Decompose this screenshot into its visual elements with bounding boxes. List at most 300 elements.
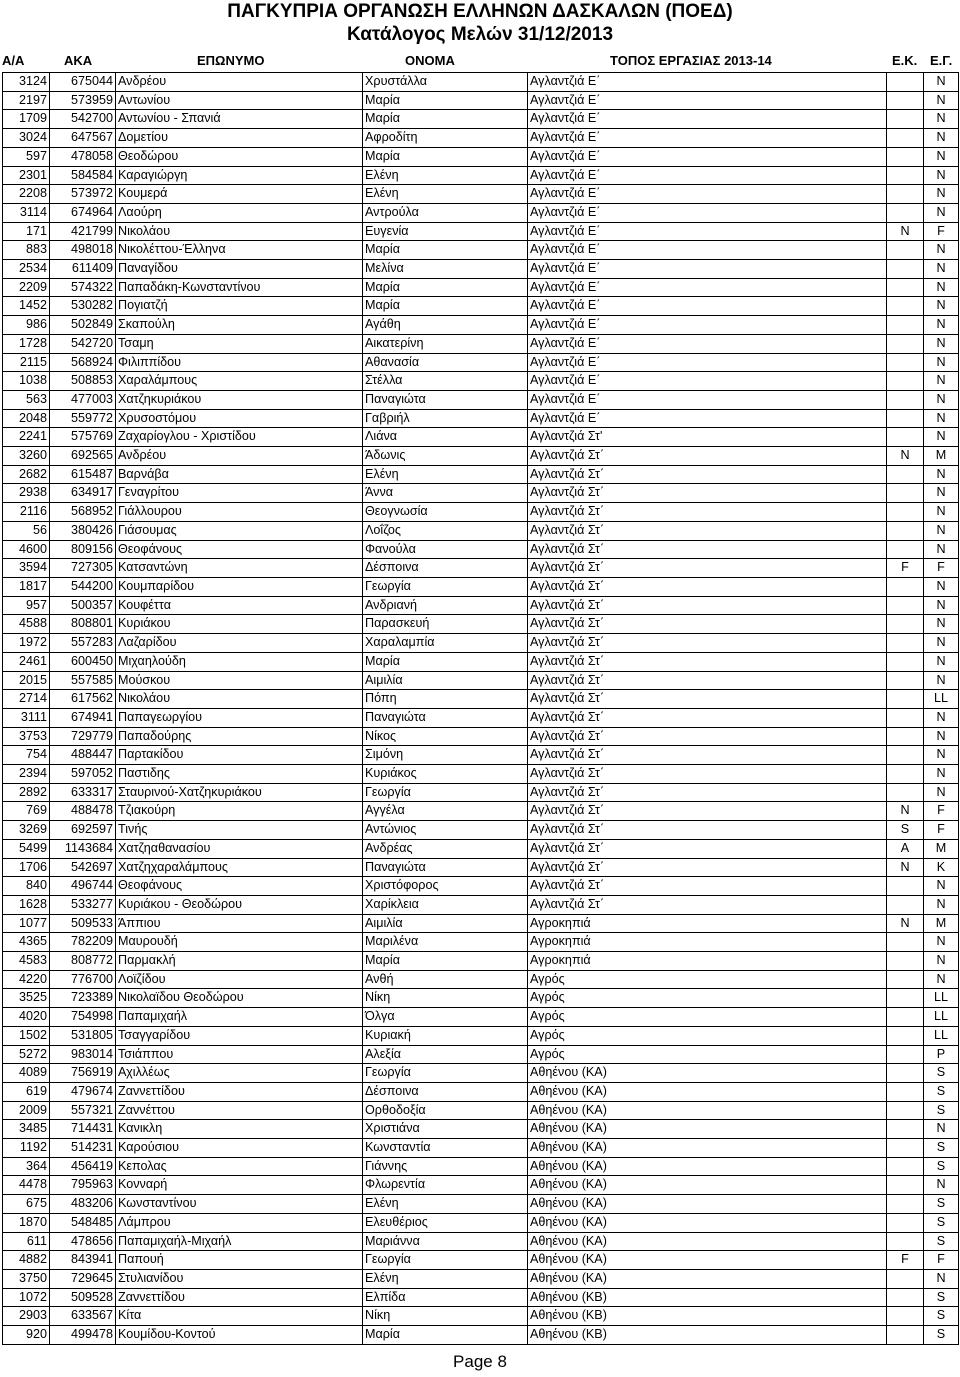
cell-surname: Τσαγγαρίδου [116, 1026, 363, 1045]
cell-workplace: Αγλαντζιά Ε΄ [528, 241, 887, 260]
cell-surname: Γιάλλουρου [116, 503, 363, 522]
cell-ek [887, 241, 924, 260]
table-row [3, 73, 959, 92]
cell-name: Ελένη [363, 1270, 528, 1289]
cell-eg: S [924, 1064, 959, 1083]
table-row [3, 203, 959, 222]
cell-aa: 1709 [3, 110, 50, 129]
cell-aka: 557585 [50, 671, 116, 690]
cell-name: Ανδριανή [363, 596, 528, 615]
cell-name: Παναγιώτα [363, 708, 528, 727]
cell-workplace: Αθηένου (ΚΑ) [528, 1232, 887, 1251]
cell-surname: Παπαγεωργίου [116, 708, 363, 727]
cell-workplace: Αθηένου (ΚΑ) [528, 1064, 887, 1083]
table-row [3, 877, 959, 896]
cell-eg: LL [924, 690, 959, 709]
cell-ek [887, 1045, 924, 1064]
cell-surname: Αντωνίου [116, 91, 363, 110]
cell-eg: S [924, 1157, 959, 1176]
cell-surname: Κανικλη [116, 1120, 363, 1139]
column-header-aka: ΑΚΑ [64, 53, 93, 68]
cell-aa: 1972 [3, 634, 50, 653]
table-row [3, 1026, 959, 1045]
cell-eg: S [924, 1288, 959, 1307]
cell-eg: N [924, 278, 959, 297]
cell-aka: 380426 [50, 521, 116, 540]
cell-ek [887, 1270, 924, 1289]
cell-workplace: Αγλαντζιά Ε΄ [528, 166, 887, 185]
cell-eg: M [924, 839, 959, 858]
cell-eg: N [924, 746, 959, 765]
cell-ek [887, 260, 924, 279]
cell-ek [887, 316, 924, 335]
cell-workplace: Αθηένου (ΚΑ) [528, 1101, 887, 1120]
cell-surname: Νικολέττου-Έλληνα [116, 241, 363, 260]
cell-name: Νίκος [363, 727, 528, 746]
cell-aa: 1038 [3, 372, 50, 391]
cell-ek [887, 465, 924, 484]
cell-aa: 1728 [3, 334, 50, 353]
table-row [3, 577, 959, 596]
cell-aka: 568924 [50, 353, 116, 372]
cell-surname: Λοϊζίδου [116, 970, 363, 989]
cell-aa: 1192 [3, 1139, 50, 1158]
table-row [3, 1270, 959, 1289]
cell-surname: Καραγιώργη [116, 166, 363, 185]
table-row [3, 1176, 959, 1195]
table-row [3, 278, 959, 297]
cell-workplace: Αγλαντζιά Στ΄ [528, 521, 887, 540]
cell-ek [887, 353, 924, 372]
cell-surname: Κίτα [116, 1307, 363, 1326]
cell-name: Φλωρεντία [363, 1176, 528, 1195]
cell-name: Νίκη [363, 1307, 528, 1326]
cell-aka: 584584 [50, 166, 116, 185]
cell-name: Χριστόφορος [363, 877, 528, 896]
cell-workplace: Αγλαντζιά Στ΄ [528, 690, 887, 709]
cell-name: Ελευθέριος [363, 1213, 528, 1232]
cell-surname: Τσαμη [116, 334, 363, 353]
cell-surname: Παπαδούρης [116, 727, 363, 746]
table-row [3, 708, 959, 727]
cell-workplace: Αγροκηπιά [528, 933, 887, 952]
cell-aa: 3269 [3, 821, 50, 840]
cell-aka: 983014 [50, 1045, 116, 1064]
cell-ek [887, 278, 924, 297]
members-table-body [3, 73, 959, 1345]
cell-aa: 1706 [3, 858, 50, 877]
cell-aka: 477003 [50, 390, 116, 409]
cell-workplace: Αγλαντζιά Στ΄ [528, 447, 887, 466]
cell-name: Αικατερίνη [363, 334, 528, 353]
cell-eg: S [924, 1082, 959, 1101]
cell-name: Μαρία [363, 241, 528, 260]
cell-workplace: Αγλαντζιά Ε΄ [528, 353, 887, 372]
cell-workplace: Αγρός [528, 989, 887, 1008]
cell-name: Παναγιώτα [363, 390, 528, 409]
cell-eg: N [924, 129, 959, 148]
cell-ek [887, 428, 924, 447]
cell-eg: S [924, 1326, 959, 1345]
cell-surname: Σκαπούλη [116, 316, 363, 335]
members-table [2, 72, 959, 1345]
cell-workplace: Αγλαντζιά Ε΄ [528, 222, 887, 241]
cell-workplace: Αγλαντζιά Στ΄ [528, 765, 887, 784]
cell-ek [887, 521, 924, 540]
cell-ek [887, 185, 924, 204]
cell-workplace: Αγρός [528, 1026, 887, 1045]
cell-surname: Παπαδάκη-Κωνσταντίνου [116, 278, 363, 297]
cell-ek [887, 1008, 924, 1027]
cell-aa: 4588 [3, 615, 50, 634]
cell-name: Ελπίδα [363, 1288, 528, 1307]
cell-aka: 514231 [50, 1139, 116, 1158]
table-row [3, 1120, 959, 1139]
cell-workplace: Αθηένου (ΚΑ) [528, 1082, 887, 1101]
cell-eg: N [924, 353, 959, 372]
cell-aa: 2903 [3, 1307, 50, 1326]
cell-ek [887, 690, 924, 709]
cell-aka: 843941 [50, 1251, 116, 1270]
table-row [3, 1064, 959, 1083]
column-header-surname: ΕΠΩΝΥΜΟ [197, 53, 265, 68]
cell-surname: Ανδρέου [116, 73, 363, 92]
column-header-name: ΟΝΟΜΑ [405, 53, 455, 68]
cell-eg: N [924, 334, 959, 353]
cell-name: Χρυστάλλα [363, 73, 528, 92]
cell-name: Γεωργία [363, 1064, 528, 1083]
table-row [3, 783, 959, 802]
cell-ek [887, 297, 924, 316]
cell-aka: 573959 [50, 91, 116, 110]
cell-aka: 531805 [50, 1026, 116, 1045]
cell-name: Άννα [363, 484, 528, 503]
table-row [3, 690, 959, 709]
cell-aka: 568952 [50, 503, 116, 522]
table-row [3, 821, 959, 840]
cell-aka: 478656 [50, 1232, 116, 1251]
cell-ek [887, 110, 924, 129]
table-row [3, 540, 959, 559]
cell-surname: Νικολάου [116, 690, 363, 709]
cell-surname: Κωνσταντίνου [116, 1195, 363, 1214]
cell-name: Αφροδίτη [363, 129, 528, 148]
cell-surname: Τσιάππου [116, 1045, 363, 1064]
table-row [3, 260, 959, 279]
cell-workplace: Αγλαντζιά Ε΄ [528, 129, 887, 148]
table-row [3, 596, 959, 615]
cell-eg: N [924, 147, 959, 166]
cell-name: Ανδρέας [363, 839, 528, 858]
cell-workplace: Αθηένου (ΚΑ) [528, 1213, 887, 1232]
cell-eg: F [924, 222, 959, 241]
table-row [3, 447, 959, 466]
cell-aka: 575769 [50, 428, 116, 447]
cell-eg: N [924, 166, 959, 185]
table-row [3, 1008, 959, 1027]
cell-aa: 364 [3, 1157, 50, 1176]
table-row [3, 316, 959, 335]
cell-eg: N [924, 1176, 959, 1195]
cell-ek [887, 1082, 924, 1101]
cell-ek [887, 203, 924, 222]
cell-aka: 597052 [50, 765, 116, 784]
cell-ek [887, 895, 924, 914]
cell-workplace: Αθηένου (ΚΑ) [528, 1157, 887, 1176]
cell-surname: Καρούσιου [116, 1139, 363, 1158]
cell-ek [887, 1288, 924, 1307]
column-header-eg: Ε.Γ. [930, 53, 953, 68]
cell-name: Ελένη [363, 465, 528, 484]
cell-aka: 808772 [50, 952, 116, 971]
cell-name: Ελένη [363, 166, 528, 185]
cell-workplace: Αθηένου (ΚΒ) [528, 1307, 887, 1326]
cell-aka: 479674 [50, 1082, 116, 1101]
table-row [3, 1195, 959, 1214]
cell-aka: 542697 [50, 858, 116, 877]
document-subtitle: Κατάλογος Μελών 31/12/2013 [346, 24, 614, 45]
cell-name: Αλεξία [363, 1045, 528, 1064]
cell-surname: Άππιου [116, 914, 363, 933]
cell-aka: 729645 [50, 1270, 116, 1289]
cell-eg: F [924, 559, 959, 578]
cell-aka: 542720 [50, 334, 116, 353]
table-row [3, 1307, 959, 1326]
cell-aa: 4478 [3, 1176, 50, 1195]
cell-workplace: Αθηένου (ΚΑ) [528, 1120, 887, 1139]
cell-ek [887, 147, 924, 166]
cell-aka: 1143684 [50, 839, 116, 858]
cell-name: Μαρία [363, 1326, 528, 1345]
cell-ek [887, 765, 924, 784]
cell-surname: Ζαννεττίδου [116, 1288, 363, 1307]
cell-surname: Λαζαρίδου [116, 634, 363, 653]
cell-surname: Κατσαντώνη [116, 559, 363, 578]
cell-eg: N [924, 895, 959, 914]
cell-aa: 2197 [3, 91, 50, 110]
cell-surname: Παρτακίδου [116, 746, 363, 765]
cell-name: Μαριλένα [363, 933, 528, 952]
cell-workplace: Αγλαντζιά Ε΄ [528, 409, 887, 428]
cell-aka: 634917 [50, 484, 116, 503]
cell-name: Μαρία [363, 652, 528, 671]
cell-eg: N [924, 634, 959, 653]
cell-workplace: Αθηένου (ΚΑ) [528, 1195, 887, 1214]
cell-aa: 3111 [3, 708, 50, 727]
cell-aka: 674964 [50, 203, 116, 222]
cell-name: Χαραλαμπία [363, 634, 528, 653]
cell-name: Ελένη [363, 1195, 528, 1214]
cell-aka: 723389 [50, 989, 116, 1008]
page-number: Page 8 [453, 1352, 507, 1371]
cell-aa: 4882 [3, 1251, 50, 1270]
cell-name: Αντρούλα [363, 203, 528, 222]
cell-aka: 615487 [50, 465, 116, 484]
cell-workplace: Αγλαντζιά Ε΄ [528, 203, 887, 222]
cell-name: Αγάθη [363, 316, 528, 335]
cell-eg: N [924, 727, 959, 746]
cell-aka: 508853 [50, 372, 116, 391]
cell-surname: Βαρνάβα [116, 465, 363, 484]
cell-surname: Μαυρουδή [116, 933, 363, 952]
cell-eg: N [924, 73, 959, 92]
cell-surname: Θεοφάνους [116, 877, 363, 896]
cell-eg: N [924, 390, 959, 409]
cell-ek [887, 708, 924, 727]
cell-aa: 3525 [3, 989, 50, 1008]
cell-aa: 1452 [3, 297, 50, 316]
cell-workplace: Αθηένου (ΚΑ) [528, 1251, 887, 1270]
cell-surname: Παπαμιχαήλ-Μιχαήλ [116, 1232, 363, 1251]
cell-name: Άδωνις [363, 447, 528, 466]
cell-name: Πόπη [363, 690, 528, 709]
cell-ek [887, 1195, 924, 1214]
cell-eg: N [924, 577, 959, 596]
cell-surname: Παρμακλή [116, 952, 363, 971]
cell-aa: 2938 [3, 484, 50, 503]
cell-surname: Τζιακούρη [116, 802, 363, 821]
cell-workplace: Αγλαντζιά Στ΄ [528, 877, 887, 896]
cell-name: Λοΐζος [363, 521, 528, 540]
cell-eg: N [924, 783, 959, 802]
cell-aka: 600450 [50, 652, 116, 671]
cell-surname: Χρυσοστόμου [116, 409, 363, 428]
cell-aa: 2209 [3, 278, 50, 297]
cell-aka: 611409 [50, 260, 116, 279]
cell-surname: Παστιδης [116, 765, 363, 784]
cell-aa: 611 [3, 1232, 50, 1251]
cell-ek: N [887, 447, 924, 466]
cell-aa: 1502 [3, 1026, 50, 1045]
table-row [3, 858, 959, 877]
cell-eg: N [924, 540, 959, 559]
cell-ek [887, 1213, 924, 1232]
table-row [3, 970, 959, 989]
cell-ek [887, 1064, 924, 1083]
cell-name: Κυριάκος [363, 765, 528, 784]
cell-eg: N [924, 465, 959, 484]
cell-ek [887, 1157, 924, 1176]
cell-aka: 542700 [50, 110, 116, 129]
cell-ek [887, 933, 924, 952]
cell-aka: 456419 [50, 1157, 116, 1176]
cell-aka: 782209 [50, 933, 116, 952]
cell-workplace: Αγροκηπιά [528, 952, 887, 971]
cell-workplace: Αγλαντζιά Στ΄ [528, 839, 887, 858]
cell-aa: 171 [3, 222, 50, 241]
cell-name: Κυριακή [363, 1026, 528, 1045]
cell-workplace: Αγροκηπιά [528, 914, 887, 933]
table-row [3, 147, 959, 166]
cell-aka: 500357 [50, 596, 116, 615]
cell-ek: F [887, 1251, 924, 1270]
cell-ek [887, 129, 924, 148]
cell-aa: 2009 [3, 1101, 50, 1120]
cell-aa: 5272 [3, 1045, 50, 1064]
cell-name: Αντώνιος [363, 821, 528, 840]
cell-ek: N [887, 858, 924, 877]
cell-workplace: Αγλαντζιά Ε΄ [528, 147, 887, 166]
cell-ek [887, 615, 924, 634]
cell-eg: K [924, 858, 959, 877]
cell-eg: N [924, 970, 959, 989]
cell-ek [887, 540, 924, 559]
cell-workplace: Αγλαντζιά Ε΄ [528, 316, 887, 335]
cell-aka: 533277 [50, 895, 116, 914]
cell-name: Μαρία [363, 91, 528, 110]
cell-eg: N [924, 91, 959, 110]
cell-surname: Κουφέττα [116, 596, 363, 615]
cell-aka: 692565 [50, 447, 116, 466]
table-row [3, 914, 959, 933]
cell-name: Δέσποινα [363, 559, 528, 578]
cell-aka: 509528 [50, 1288, 116, 1307]
cell-name: Κωνσταντία [363, 1139, 528, 1158]
cell-workplace: Αγλαντζιά Ε΄ [528, 185, 887, 204]
cell-ek [887, 1026, 924, 1045]
cell-workplace: Αγλαντζιά Στ΄ [528, 652, 887, 671]
cell-name: Μελίνα [363, 260, 528, 279]
cell-surname: Θεοφάνους [116, 540, 363, 559]
table-row [3, 185, 959, 204]
cell-aa: 2534 [3, 260, 50, 279]
cell-aa: 3114 [3, 203, 50, 222]
cell-workplace: Αθηένου (ΚΑ) [528, 1270, 887, 1289]
cell-aka: 478058 [50, 147, 116, 166]
cell-eg: N [924, 484, 959, 503]
cell-aka: 502849 [50, 316, 116, 335]
cell-surname: Παπουή [116, 1251, 363, 1270]
cell-aka: 421799 [50, 222, 116, 241]
cell-surname: Δομετίου [116, 129, 363, 148]
cell-eg: F [924, 802, 959, 821]
cell-name: Γεωργία [363, 577, 528, 596]
cell-workplace: Αθηένου (ΚΑ) [528, 1139, 887, 1158]
cell-workplace: Αγλαντζιά Στ΄ [528, 858, 887, 877]
table-row [3, 1082, 959, 1101]
table-row [3, 465, 959, 484]
cell-workplace: Αγλαντζιά Στ΄ [528, 634, 887, 653]
cell-name: Γεωργία [363, 783, 528, 802]
cell-surname: Χατζηκυριάκου [116, 390, 363, 409]
cell-aka: 557283 [50, 634, 116, 653]
cell-workplace: Αγλαντζιά Στ΄ [528, 503, 887, 522]
cell-aka: 647567 [50, 129, 116, 148]
cell-workplace: Αγλαντζιά Στ΄ [528, 465, 887, 484]
table-row [3, 802, 959, 821]
cell-ek [887, 783, 924, 802]
cell-aa: 3753 [3, 727, 50, 746]
table-row [3, 1045, 959, 1064]
cell-surname: Χαραλάμπους [116, 372, 363, 391]
cell-name: Μαρία [363, 147, 528, 166]
cell-eg: N [924, 316, 959, 335]
cell-surname: Θεοδώρου [116, 147, 363, 166]
cell-surname: Κεπολας [116, 1157, 363, 1176]
table-row [3, 484, 959, 503]
cell-aa: 2048 [3, 409, 50, 428]
cell-workplace: Αγλαντζιά Στ΄ [528, 746, 887, 765]
table-row [3, 1232, 959, 1251]
cell-ek: F [887, 559, 924, 578]
cell-workplace: Αγλαντζιά Στ' [528, 428, 887, 447]
cell-ek [887, 166, 924, 185]
cell-ek [887, 877, 924, 896]
cell-ek [887, 409, 924, 428]
cell-name: Σιμόνη [363, 746, 528, 765]
cell-ek: A [887, 839, 924, 858]
cell-eg: N [924, 615, 959, 634]
